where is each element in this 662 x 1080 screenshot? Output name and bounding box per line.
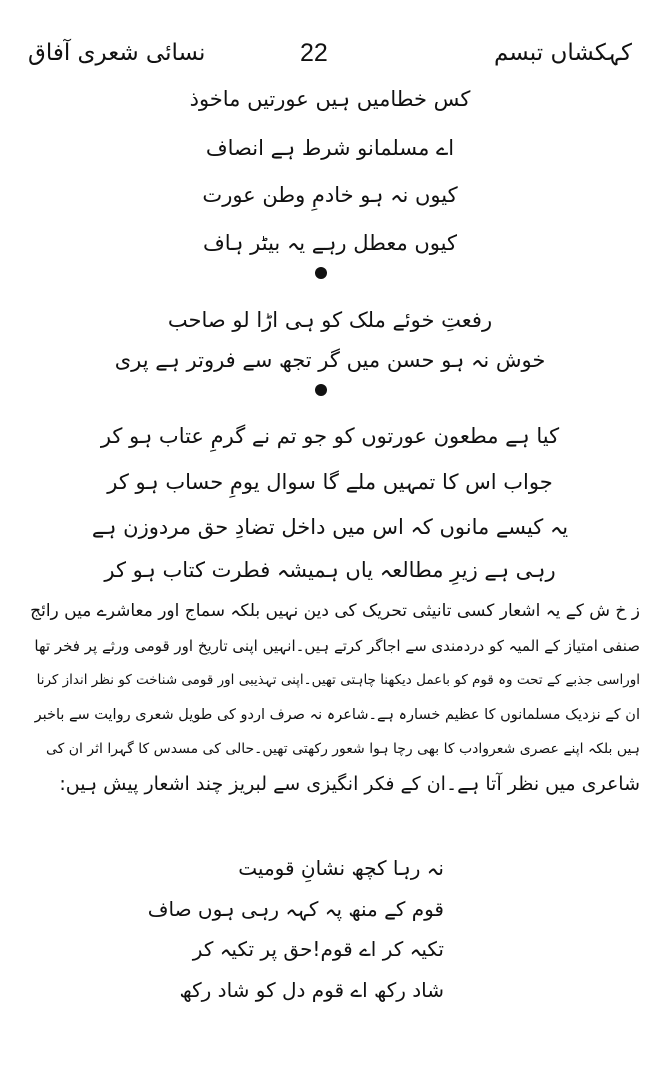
stanza1-line: کیوں نہ ہو خادمِ وطن عورت xyxy=(202,183,458,207)
paragraph-line: شاعری میں نظر آتا ہے۔ان کے فکر انگیزی سے لبریز چند اشعار پیش ہیں: xyxy=(59,772,640,795)
stanza3-line: جواب اس کا تمہیں ملے گا سوال یومِ حساب ہو کر xyxy=(107,470,553,494)
stanza3-line: رہی ہے زیرِ مطالعہ یاں ہمیشہ فطرت کتاب ہو کر xyxy=(104,558,556,582)
stanza1-line: اے مسلمانو شرط ہے انصاف xyxy=(205,136,455,160)
stanza2-line: رفعتِ خوئے ملک کو ہی اڑا لو صاحب xyxy=(167,308,493,332)
book-title: کہکشاں تبسم xyxy=(493,40,632,66)
page-number: 22 xyxy=(300,39,328,67)
quoted-verse-line: نہ رہا کچھ نشانِ قومیت xyxy=(238,856,444,880)
paragraph-line: اوراسی جذبے کے تحت وہ قوم کو باعمل دیکھنا چاہتی تھیں۔اپنی تہذیبی اور قومی شناخت کو نظر انداز کرنا xyxy=(36,672,640,688)
quoted-verse-line: شاد رکھ اے قوم دل کو شاد رکھ xyxy=(179,978,444,1002)
stanza2-line: خوش نہ ہو حسن میں گر تجھ سے فروتر ہے پری xyxy=(114,348,546,372)
body-paragraph xyxy=(26,594,640,801)
stanza1-line: کس خطامیں ہیں عورتیں ماخوذ xyxy=(189,87,471,111)
quoted-verse-line: قوم کے منھ پہ کہہ رہی ہوں صاف xyxy=(147,897,444,921)
quoted-verse-line: تکیہ کر اے قوم!حق پر تکیہ کر xyxy=(192,937,444,961)
stanza3-line: یہ کیسے مانوں کہ اس میں داخل تضادِ حق مردوزن ہے xyxy=(91,515,569,539)
paragraph-line: ز خ ش کے یہ اشعار کسی تانیثی تحریک کی دین نہیں بلکہ سماج اور معاشرے میں رائج xyxy=(30,601,640,621)
paragraph-line: ان کے نزدیک مسلمانوں کا عظیم خسارہ ہے۔شاعرہ نہ صرف اردو کی طویل شعری روایت سے باخبر xyxy=(34,706,640,723)
stanza-separator-bullet xyxy=(315,384,327,396)
paragraph-line: صنفی امتیاز کے المیہ کو دردمندی سے اجاگر کرتے ہیں۔انہیں اپنی تاریخ اور قومی ورثے پر فخر تھا xyxy=(34,636,640,655)
stanza1-line: کیوں معطل رہے یہ بیٹر ہاف xyxy=(203,231,457,255)
section-title: نسائی شعری آفاق xyxy=(28,40,206,66)
stanza3-line: کیا ہے مطعون عورتوں کو جو تم نے گرمِ عتاب ہو کر xyxy=(100,424,560,448)
stanza-separator-bullet xyxy=(315,267,327,279)
paragraph-line: ہیں بلکہ اپنے عصری شعروادب کا بھی رچا ہوا شعور رکھتی تھیں۔حالی کی مسدس کا گہرا اثر ان کی xyxy=(45,741,640,757)
